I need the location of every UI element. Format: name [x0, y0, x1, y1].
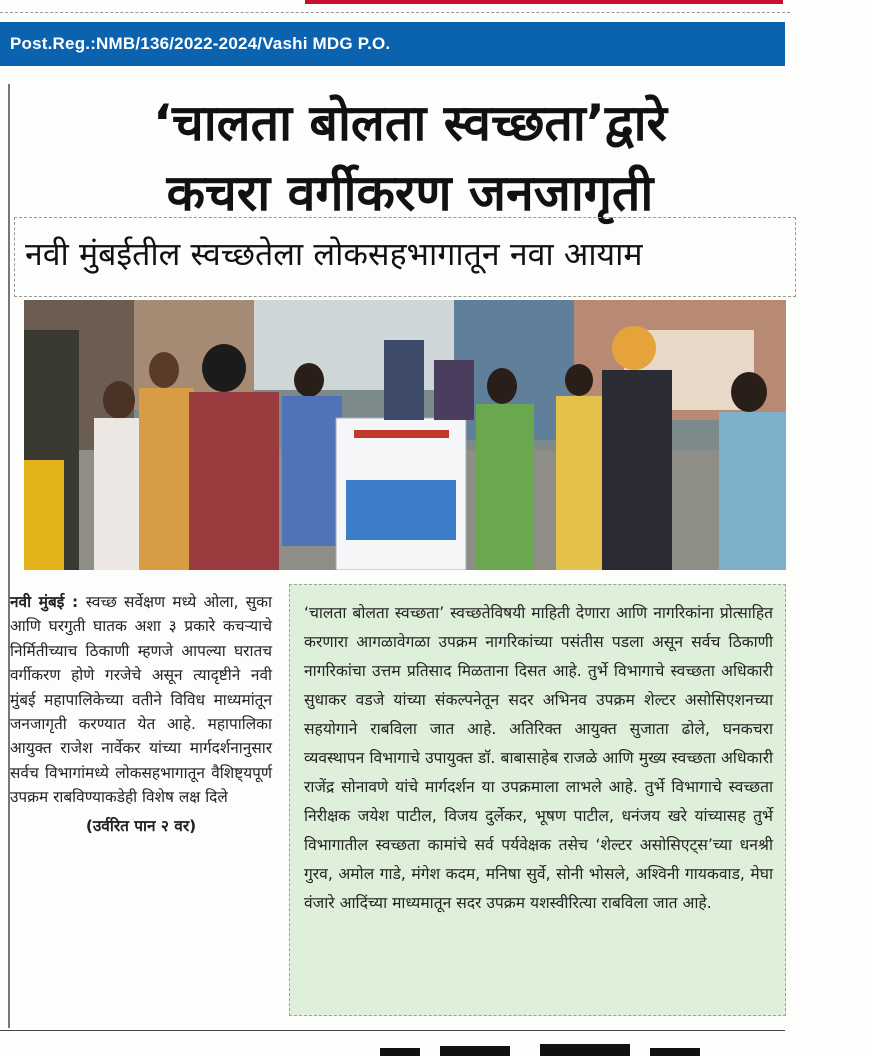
highlight-box-body: ‘चालता बोलता स्वच्छता’ स्वच्छतेविषयी माहिती देणारा आणि नागरिकांना प्रोत्साहित करणारा आगळावेगळा उपक्रम नागरिकांच्या पसंतीस पडला असून सर्वच ठिकाणी नागरिकांचा उत्तम प्रतिसाद मिळताना दिसत आहे. तुर्भे विभागाचे स्वच्छता अधिकारी सुधाकर वडजे यांच्या संकल्पनेतून सदर अभिनव उपक्रम शेल्टर असोसिएशनच्या सहयोगाने राबविला जात आहे. अतिरिक्त आयुक्त सुजाता ढोले, घनकचरा व्यवस्थापन विभागाचे उपायुक्त डॉ. बाबासाहेब राजळे आणि मुख्य स्वच्छता अधिकारी राजेंद्र सोनावणे यांचे मार्गदर्शन या उपक्रमाला लाभले आहे. तुर्भे विभागाचे स्वच्छता निरीक्षक जयेश पाटील, विजय दुर्लेकर, भूषण पाटील, धनंजय खरे यांच्यासह तुर्भे विभागातील स्वच्छता कामांचे सर्व पर्यवेक्षक तसेच ‘शेल्टर असोसिएट्स’च्या धनश्री गुरव, अमोल गाडे, मंगेश कदम, मनिषा सुर्वे, सोनी भोसले, अश्विनी गायकवाड, मेघा वंजारे आदिंच्या माध्यमातून सदर उपक्रम यशस्वीरित्या राबविला जात आहे.	[304, 604, 773, 912]
photo-illustration	[24, 300, 786, 570]
continued-note: (उर्वरित पान २ वर)	[85, 816, 197, 835]
top-dashed-rule	[0, 12, 790, 13]
next-headline-fragment	[380, 1040, 710, 1056]
left-column-body: स्वच्छ सर्वेक्षण मध्ये ओला, सुका आणि घरगुती घातक अशा ३ प्रकारे कचऱ्याचे निर्मितीच्याच ठिकाणी म्हणजे आपल्या घरातच वर्गीकरण होणे गरजेचे असून त्यादृष्टीने नवी मुंबई महापालिकेच्या वतीने विविध माध्यमांतून जनजागृती करण्यात येत आहे. महापालिका आयुक्त राजेश नार्वेकर यांच्या मार्गदर्शनानुसार सर्वच विभागांमध्ये लोकसहभागातून वैशिष्ट्यपूर्ण उपक्रम राबविण्याकडेही विशेष लक्ष दिले	[10, 593, 272, 807]
headline-line-1: ‘चालता बोलता स्वच्छता’द्वारे	[152, 94, 667, 152]
top-red-rule	[305, 0, 783, 4]
highlight-box	[289, 584, 786, 1016]
dateline: नवी मुंबई :	[10, 593, 86, 611]
postal-registration-text: Post.Reg.:NMB/136/2022-2024/Vashi MDG P.O.	[10, 34, 391, 53]
news-photo	[24, 300, 786, 570]
postal-registration-banner	[0, 22, 785, 66]
article-subheadline: नवी मुंबईतील स्वच्छतेला लोकसहभागातून नवा आयाम	[25, 235, 643, 273]
headline-line-2: कचरा वर्गीकरण जनजागृती	[166, 164, 654, 222]
article-subheadline-box	[14, 217, 796, 297]
left-column-text	[10, 590, 272, 838]
article-headline	[100, 88, 720, 228]
bottom-rule	[0, 1030, 785, 1031]
left-column-rule	[8, 84, 10, 1028]
